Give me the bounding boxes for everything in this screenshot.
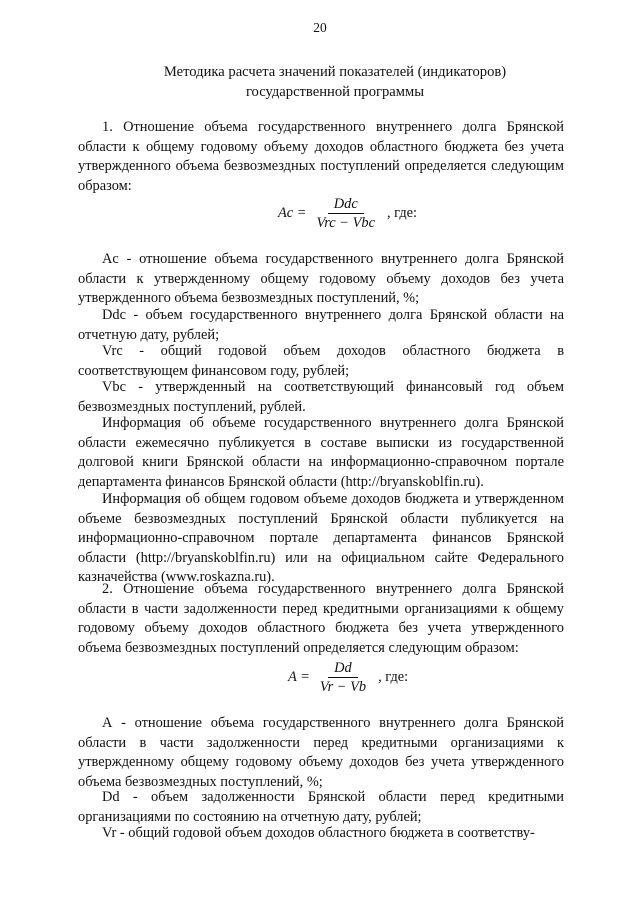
definition-ac: Ac - отношение объема государственного внутреннего долга Брянской области к утвержденному общему годовому объему доходов без учета утвержденного объема безвозмездных поступлений, %; bbox=[78, 251, 564, 306]
formula-ac-suffix: , где: bbox=[386, 205, 418, 221]
definition-a: А - отношение объема государственного внутреннего долга Брянской области в части задолженности перед кредитными организациями к утвержденному общему годовому объему доходов без учета утвержденного объема безвозмездных поступлений, %; bbox=[78, 715, 564, 790]
definition-vr: Vr - общий годовой объем доходов областного бюджета в соответству- bbox=[102, 825, 535, 841]
formula-ac bbox=[278, 196, 417, 231]
formula-ac-numerator: Ddc bbox=[328, 196, 364, 214]
formula-a-fraction bbox=[314, 660, 372, 695]
section2-intro: 2. Отношение объема государственного внутреннего долга Брянской области в части задолженности перед кредитными организациями к общему годовому объему доходов областного бюджета без учета утвержденного объема безвозмездных поступлений определяется следующим образом: bbox=[78, 581, 564, 656]
formula-ac-fraction bbox=[311, 196, 381, 231]
definition-vrc: Vrc - общий годовой объем доходов областного бюджета в соответствующем финансовом году, рублей; bbox=[78, 343, 564, 379]
formula-a-denominator: Vr − Vb bbox=[319, 679, 367, 695]
definition-vbc: Vbc - утвержденный на соответствующий финансовый год объем безвозмездных поступлений, рублей. bbox=[78, 379, 564, 415]
page-number: 20 bbox=[313, 20, 327, 35]
definition-ddc: Ddc - объем государственного внутреннего долга Брянской области на отчетную дату, рублей; bbox=[78, 307, 564, 343]
info-debt-publication: Информация об объеме государственного внутреннего долга Брянской области ежемесячно публикуется в составе выписки из государственной долговой книги Брянской области на информационно-справочном портале департамента финансов Брянской области (http://bryanskoblfin.ru). bbox=[78, 415, 564, 490]
formula-a-numerator: Dd bbox=[328, 660, 358, 678]
formula-a-lhs: A = bbox=[288, 669, 310, 685]
formula-ac-lhs: Ac = bbox=[278, 205, 307, 221]
definition-dd: Dd - объем задолженности Брянской области перед кредитными организациями по состоянию на отчетную дату, рублей; bbox=[78, 789, 564, 825]
formula-ac-denominator: Vrc − Vbc bbox=[316, 215, 375, 231]
formula-a bbox=[288, 660, 408, 695]
section1-intro: 1. Отношение объема государственного внутреннего долга Брянской области к общему годовому объему доходов областного бюджета без учета утвержденного объема безвозмездных поступлений определяется следующим образом: bbox=[78, 119, 564, 194]
title-line-1: Методика расчета значений показателей (индикаторов) bbox=[163, 64, 507, 80]
document-title bbox=[140, 62, 530, 102]
info-revenue-publication: Информация об общем годовом объеме доходов бюджета и утвержденном объеме безвозмездных поступлений Брянской области публикуется на информационно-справочном портале департамента финансов Брянской области (http://bryanskoblfin.ru) или на официальном сайте Федерального казначейства (www.roskazna.ru). bbox=[78, 491, 564, 585]
title-line-2: государственной программы bbox=[245, 84, 425, 100]
formula-a-suffix: , где: bbox=[378, 669, 409, 685]
